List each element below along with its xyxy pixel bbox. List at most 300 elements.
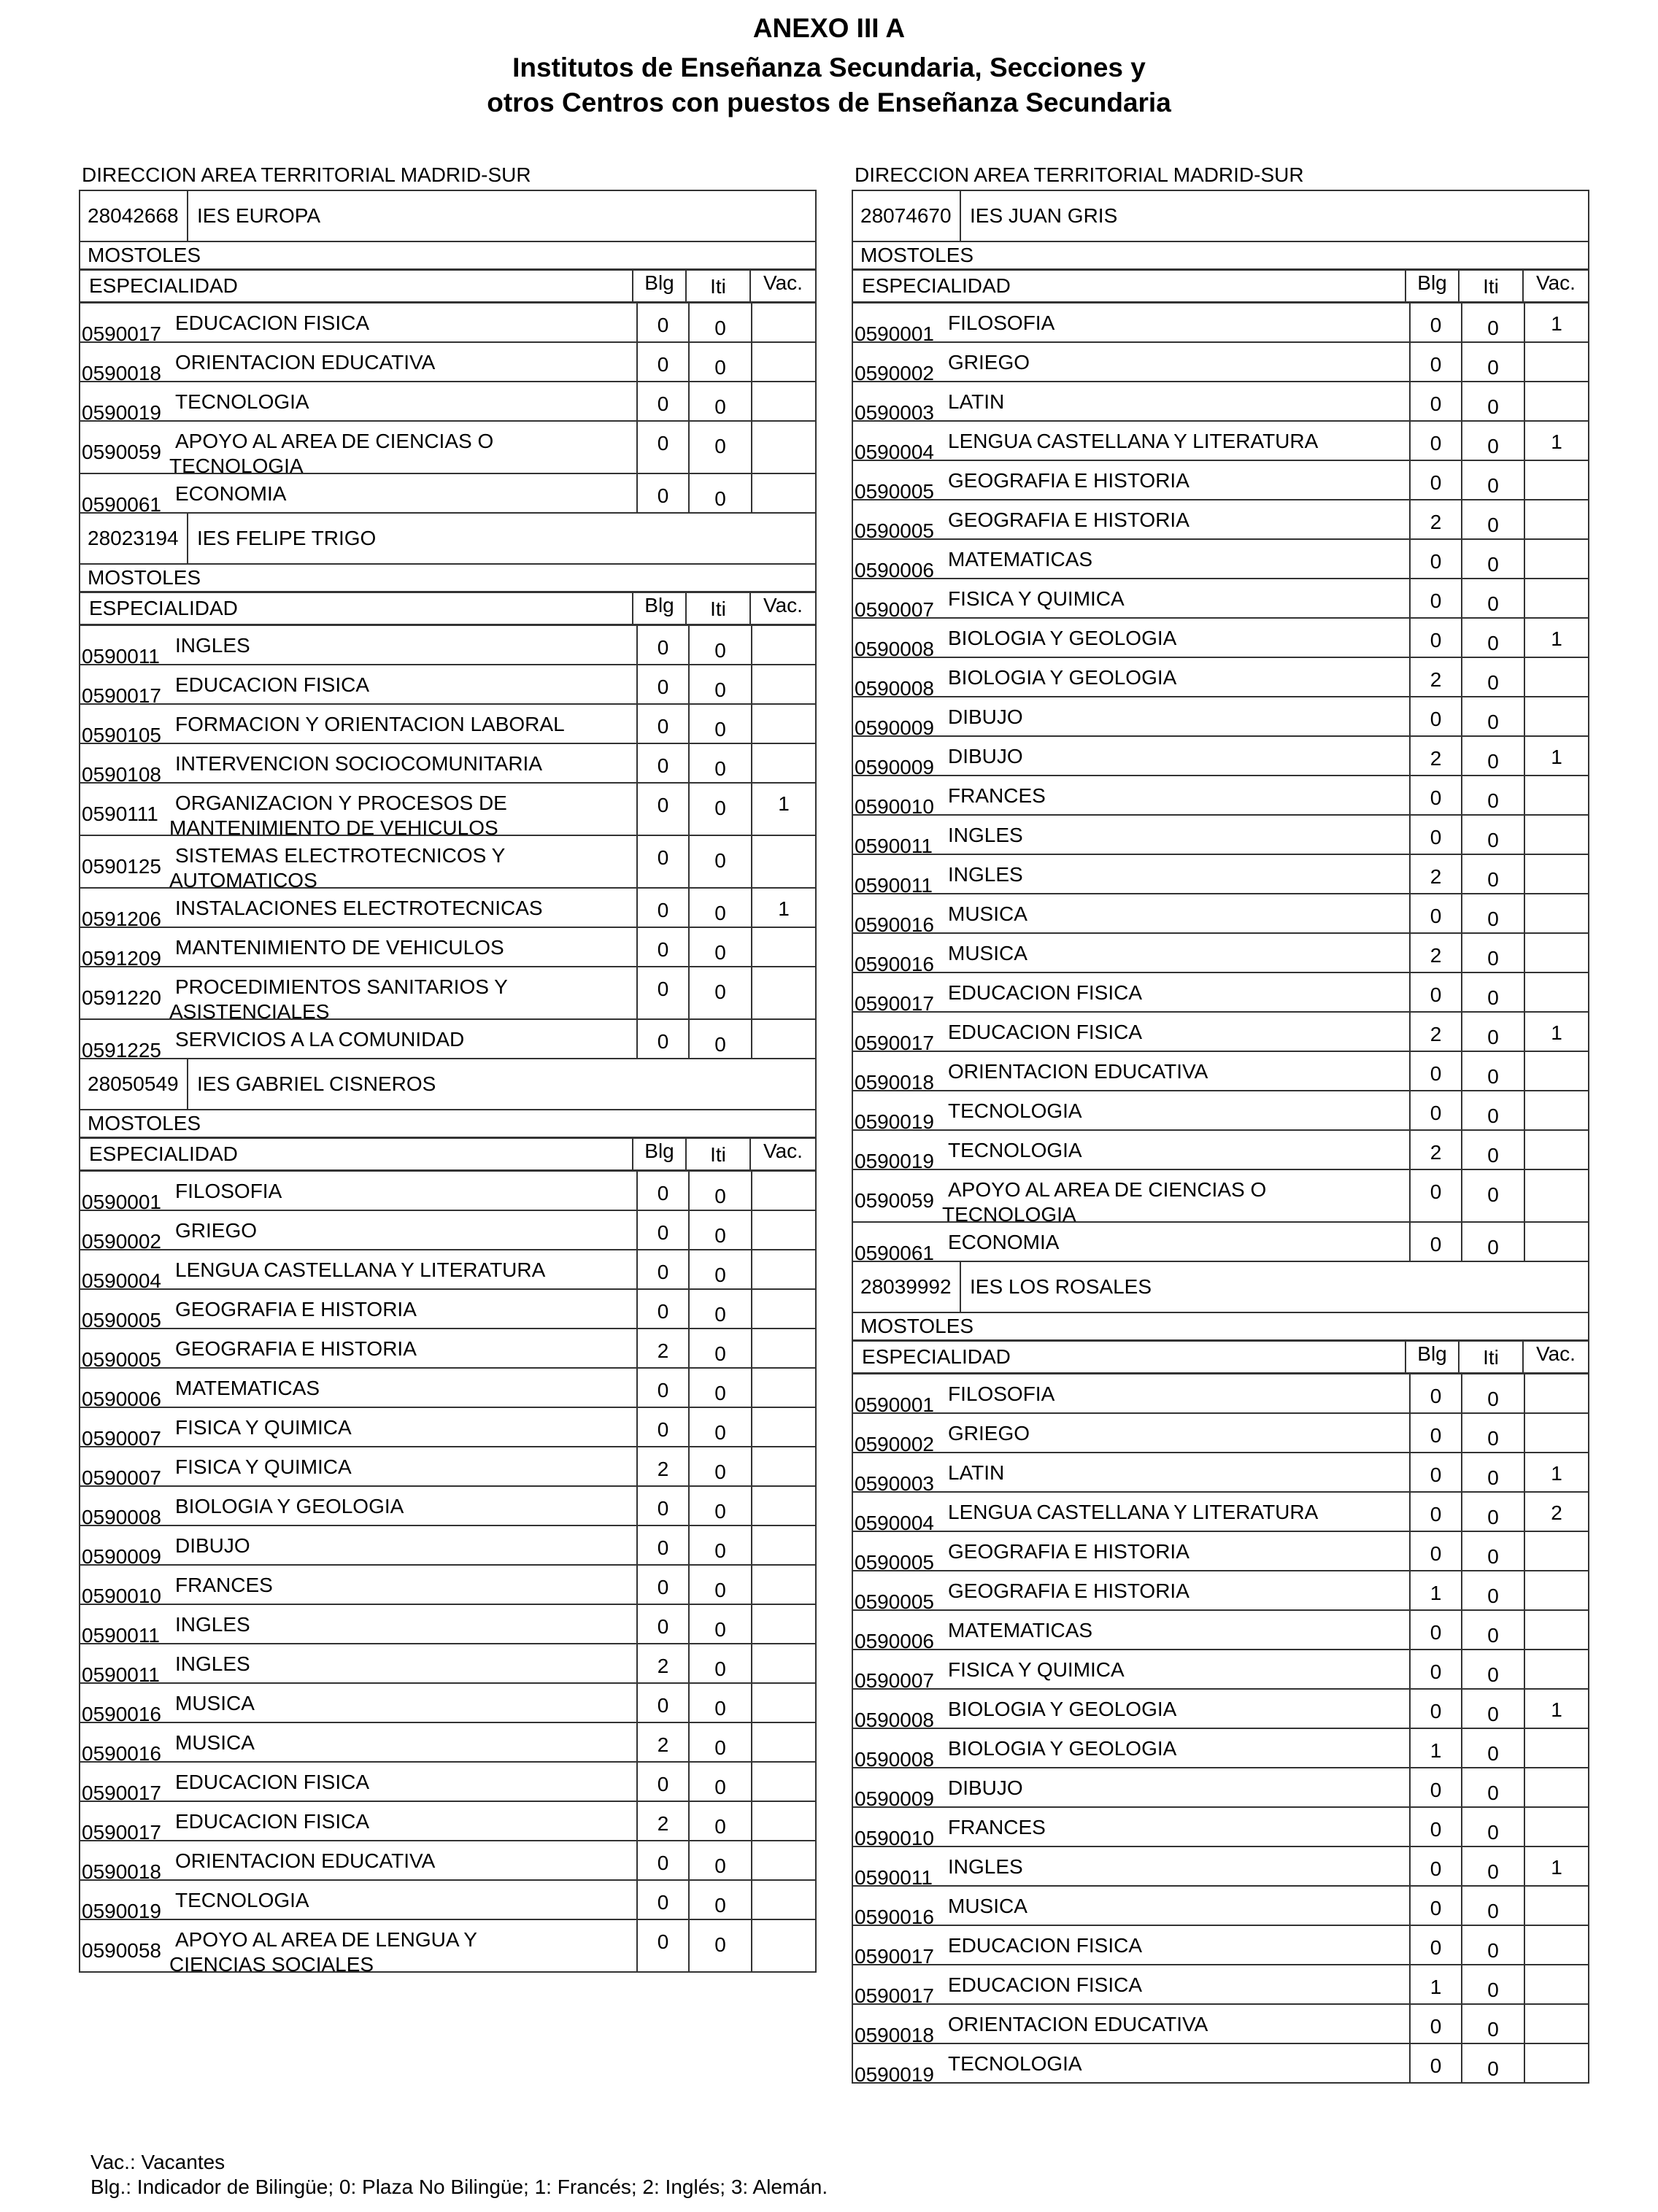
specialty-name-line: LATIN: [948, 1461, 1005, 1484]
footer-legend-bilingue: Blg.: Indicador de Bilingüe; 0: Plaza No Bilingüe; 1: Francés; 2: Inglés; 3: Alemán.: [90, 2176, 828, 2198]
table-row: [80, 1722, 815, 1765]
iti-value: 0: [1461, 1611, 1524, 1649]
specialty-name-line: TECNOLOGIA: [175, 390, 309, 413]
blg-value: 0: [636, 1841, 688, 1879]
iti-value: 0: [688, 1644, 751, 1682]
specialty-code: 0590061: [82, 493, 162, 516]
vac-value: [1524, 1414, 1588, 1452]
vac-value: [1524, 1571, 1588, 1609]
iti-value: 0: [688, 665, 751, 703]
specialty-name-line: FRANCES: [175, 1574, 273, 1596]
specialty-name: [948, 1382, 1054, 1407]
vac-value: [751, 1526, 815, 1564]
specialty-name-line: INGLES: [175, 1613, 250, 1636]
specialty-code: 0590017: [855, 1032, 935, 1054]
specialty-cell: [80, 836, 636, 892]
vac-value: [1524, 697, 1588, 735]
blg-value: 0: [636, 1881, 688, 1919]
specialty-name-line: MUSICA: [948, 942, 1027, 964]
specialty-name: [948, 981, 1142, 1005]
vac-value: [1524, 1887, 1588, 1925]
blg-value: 0: [1409, 1374, 1461, 1412]
blg-value: 0: [1409, 422, 1461, 460]
vac-value: 2: [1524, 1493, 1588, 1531]
specialty-name-line: BIOLOGIA Y GEOLOGIA: [175, 1495, 404, 1517]
center-city: MOSTOLES: [80, 241, 815, 268]
iti-value: 0: [1461, 658, 1524, 696]
iti-value: 0: [688, 1684, 751, 1722]
vac-value: [1524, 1808, 1588, 1846]
specialty-code: 0590004: [855, 1512, 935, 1534]
blg-value: 0: [636, 626, 688, 664]
header-vac: Vac.: [749, 1139, 815, 1169]
specialty-cell: [80, 1369, 636, 1410]
blg-value: 0: [1409, 1650, 1461, 1688]
specialty-name: [175, 896, 543, 921]
footer-legend-vacantes: Vac.: Vacantes: [90, 2151, 225, 2173]
specialty-name: [175, 633, 250, 658]
specialty-name-line: FILOSOFIA: [175, 1180, 282, 1202]
specialty-name: [175, 1770, 369, 1795]
table-row: [80, 1801, 815, 1844]
specialty-cell: [80, 1408, 636, 1450]
specialty-name-line: ORIENTACION EDUCATIVA: [175, 1849, 436, 1872]
blg-value: 0: [1409, 1532, 1461, 1570]
table-row: [853, 657, 1588, 700]
specialty-cell: [853, 1414, 1409, 1455]
header-especialidad: ESPECIALIDAD: [89, 1142, 238, 1165]
specialty-cell: [853, 2044, 1409, 2086]
iti-value: 0: [1461, 1493, 1524, 1531]
vac-value: [1524, 894, 1588, 932]
specialty-name: [169, 429, 493, 479]
specialty-name: [948, 1736, 1176, 1761]
specialty-name-line2: TECNOLOGIA: [942, 1203, 1076, 1226]
iti-value: 0: [688, 1250, 751, 1288]
specialty-name: [948, 390, 1004, 414]
specialty-cell: [853, 934, 1409, 975]
specialty-code: 0590007: [82, 1427, 162, 1450]
specialty-name-line: BIOLOGIA Y GEOLOGIA: [948, 1698, 1177, 1720]
blg-value: 2: [1409, 737, 1461, 775]
vac-value: [1524, 2005, 1588, 2043]
blg-value: 0: [636, 784, 688, 835]
specialty-cell: [853, 1808, 1409, 1849]
specialty-cell: [853, 343, 1409, 384]
specialty-name-line: DIBUJO: [948, 705, 1023, 728]
specialty-name-line: DIBUJO: [948, 745, 1023, 767]
vac-value: [751, 1644, 815, 1682]
blg-value: 0: [1409, 461, 1461, 499]
specialty-cell: [80, 889, 636, 930]
table-row: [80, 1172, 815, 1213]
header-blg: Blg: [1405, 1342, 1458, 1372]
table-row: [80, 341, 815, 384]
iti-value: 0: [1461, 1131, 1524, 1169]
specialty-name: [175, 1455, 352, 1480]
vac-value: [751, 744, 815, 782]
specialty-name: [175, 751, 542, 776]
specialty-cell: [80, 967, 636, 1023]
specialty-code: 0590018: [855, 1071, 935, 1094]
iti-value: 0: [688, 1487, 751, 1525]
header-blg: Blg: [632, 1139, 685, 1169]
specialty-name: [175, 1218, 257, 1243]
vac-value: [1524, 343, 1588, 381]
vac-value: [1524, 1650, 1588, 1688]
specialty-name: [948, 1776, 1023, 1801]
specialty-code: 0590011: [82, 1663, 160, 1686]
header-especialidad: ESPECIALIDAD: [89, 274, 238, 297]
table-row: [853, 1412, 1588, 1455]
specialty-name-line: MUSICA: [948, 1895, 1027, 1917]
specialty-name: [169, 1927, 477, 1977]
specialty-name-line: SERVICIOS A LA COMUNIDAD: [175, 1028, 465, 1051]
specialty-name: [175, 390, 309, 414]
table-row: [853, 1767, 1588, 1810]
specialty-code: 0590105: [82, 724, 162, 746]
table-row: [853, 893, 1588, 936]
specialty-name: [175, 1573, 273, 1598]
specialty-name-line: GEOGRAFIA E HISTORIA: [948, 1579, 1189, 1602]
vac-value: [751, 1369, 815, 1407]
specialty-code: 0590011: [855, 874, 933, 897]
specialty-cell: [80, 1290, 636, 1331]
iti-value: 0: [1461, 1374, 1524, 1412]
header-especialidad: ESPECIALIDAD: [89, 597, 238, 619]
blg-value: 0: [1409, 816, 1461, 854]
table-row: [853, 932, 1588, 975]
specialty-code: 0590004: [855, 441, 935, 463]
specialty-name: [948, 705, 1023, 730]
specialty-name-line: GEOGRAFIA E HISTORIA: [948, 1540, 1189, 1563]
iti-value: 0: [688, 422, 751, 473]
centers-table: [79, 190, 817, 1976]
iti-value: 0: [1461, 500, 1524, 538]
specialty-code: 0590011: [82, 645, 160, 668]
blg-value: 0: [1409, 776, 1461, 814]
specialty-name-line: GRIEGO: [948, 351, 1030, 374]
specialty-code: 0590006: [82, 1388, 162, 1410]
table-row: [853, 381, 1588, 424]
specialty-name-line: FORMACION Y ORIENTACION LABORAL: [175, 713, 565, 735]
blg-value: 0: [1409, 343, 1461, 381]
specialty-name-line: EDUCACION FISICA: [175, 1771, 370, 1793]
iti-value: 0: [688, 967, 751, 1018]
vac-value: [751, 382, 815, 420]
header-iti: Iti: [1458, 1342, 1522, 1372]
blg-value: 0: [636, 1020, 688, 1058]
table-row: [853, 2003, 1588, 2046]
table-header: [80, 591, 815, 626]
specialty-name: [948, 823, 1023, 848]
table-header: [853, 268, 1588, 303]
vac-value: [751, 1020, 815, 1058]
iti-value: 0: [1461, 2044, 1524, 2082]
blg-value: 0: [1409, 1690, 1461, 1728]
specialty-name-line: TECNOLOGIA: [948, 1099, 1082, 1122]
vac-value: [1524, 1926, 1588, 1964]
blg-value: 2: [636, 1644, 688, 1682]
blg-value: 0: [636, 474, 688, 512]
specialty-name-line: LENGUA CASTELLANA Y LITERATURA: [948, 430, 1319, 452]
specialty-name-line: FISICA Y QUIMICA: [948, 587, 1125, 610]
specialty-code: 0590001: [855, 322, 935, 345]
vac-value: [1524, 382, 1588, 420]
center-city: MOSTOLES: [80, 563, 815, 591]
table-row: [80, 835, 815, 892]
specialty-name: [175, 1415, 352, 1440]
specialty-code: 0590059: [82, 441, 162, 463]
iti-value: 0: [1461, 1887, 1524, 1925]
specialty-name-line: FISICA Y QUIMICA: [948, 1658, 1125, 1681]
blg-value: 0: [1409, 540, 1461, 578]
document-title-line1: Institutos de Enseñanza Secundaria, Secciones y: [512, 53, 1146, 82]
specialty-name: [948, 587, 1125, 611]
iti-value: 0: [1461, 697, 1524, 735]
specialty-name: [948, 1855, 1023, 1879]
specialty-name: [175, 311, 369, 336]
specialty-code: 0590108: [82, 763, 162, 786]
table-row: [853, 341, 1588, 384]
iti-value: 0: [1461, 1532, 1524, 1570]
vac-value: [751, 665, 815, 703]
iti-value: 0: [1461, 934, 1524, 972]
blg-value: 0: [636, 836, 688, 887]
specialty-name: [175, 673, 369, 697]
iti-value: 0: [688, 836, 751, 887]
vac-value: [751, 1723, 815, 1761]
iti-value: 0: [1461, 973, 1524, 1011]
specialty-name-line: APOYO AL AREA DE CIENCIAS O: [948, 1178, 1267, 1201]
vac-value: [1524, 579, 1588, 617]
specialty-code: 0590011: [82, 1624, 160, 1647]
table-row: [853, 735, 1588, 778]
table-row: [80, 887, 815, 930]
specialty-name: [948, 429, 1318, 454]
vac-value: [751, 343, 815, 381]
specialty-name: [175, 1888, 309, 1913]
specialty-name-line: INGLES: [175, 634, 250, 657]
vac-value: [751, 1408, 815, 1446]
iti-value: 0: [688, 1526, 751, 1564]
iti-value: 0: [1461, 1052, 1524, 1090]
vac-value: 1: [1524, 422, 1588, 460]
table-row: [853, 1925, 1588, 1968]
specialty-name-line: ECONOMIA: [175, 482, 287, 505]
table-row: [80, 1210, 815, 1253]
iti-value: 0: [1461, 737, 1524, 775]
blg-value: 0: [1409, 1887, 1461, 1925]
center-city: MOSTOLES: [853, 241, 1588, 268]
specialty-name-line: TECNOLOGIA: [948, 2052, 1082, 2075]
specialty-cell: [853, 1650, 1409, 1692]
specialty-name-line: EDUCACION FISICA: [175, 673, 370, 696]
specialty-name-line: MATEMATICAS: [948, 548, 1093, 571]
vac-value: 1: [1524, 303, 1588, 341]
specialty-code: 0590017: [82, 1782, 162, 1804]
blg-value: 0: [636, 1408, 688, 1446]
annex-title: ANEXO III A: [752, 13, 906, 43]
iti-value: 0: [688, 1920, 751, 1971]
vac-value: [1524, 973, 1588, 1011]
specialty-name: [948, 2012, 1208, 2037]
iti-value: 0: [688, 928, 751, 966]
specialty-cell: [80, 1211, 636, 1253]
blg-value: 2: [1409, 1131, 1461, 1169]
blg-value: 0: [1409, 619, 1461, 657]
table-row: [80, 1604, 815, 1647]
vac-value: [1524, 540, 1588, 578]
specialty-code: 0590001: [855, 1393, 935, 1416]
specialty-cell: [853, 2005, 1409, 2046]
specialty-code: 0591209: [82, 947, 162, 970]
iti-value: 0: [688, 1605, 751, 1643]
table-row: [853, 1728, 1588, 1771]
vac-value: [751, 303, 815, 341]
iti-value: 0: [1461, 816, 1524, 854]
specialty-cell: [80, 1605, 636, 1647]
specialty-name-line: EDUCACION FISICA: [175, 1810, 370, 1833]
specialty-code: 0590016: [82, 1703, 162, 1725]
center-code: 28050549: [80, 1059, 188, 1109]
table-row: [80, 1485, 815, 1528]
blg-value: 0: [1409, 1223, 1461, 1261]
specialty-code: 0590008: [855, 638, 935, 660]
specialty-name-line: GEOGRAFIA E HISTORIA: [175, 1298, 417, 1320]
specialty-name: [169, 975, 508, 1024]
specialty-code: 0591225: [82, 1039, 162, 1061]
iti-value: 0: [1461, 1729, 1524, 1767]
iti-value: 0: [688, 784, 751, 835]
specialty-name: [948, 1059, 1208, 1084]
center-name: IES LOS ROSALES: [970, 1275, 1152, 1298]
specialty-name: [175, 1179, 282, 1204]
table-header: [80, 1137, 815, 1172]
header-blg: Blg: [632, 271, 685, 301]
specialty-name: [948, 1894, 1027, 1919]
iti-value: 0: [1461, 1414, 1524, 1452]
blg-value: 0: [636, 1526, 688, 1564]
specialty-cell: [853, 1611, 1409, 1652]
iti-value: 0: [1461, 1926, 1524, 1964]
specialty-code: 0590058: [82, 1939, 162, 1962]
vac-value: [1524, 1223, 1588, 1261]
vac-value: [751, 1881, 815, 1919]
iti-value: 0: [688, 1172, 751, 1210]
specialty-cell: [80, 1566, 636, 1607]
specialty-name: [948, 1461, 1004, 1485]
iti-value: 0: [1461, 461, 1524, 499]
specialty-cell: [853, 461, 1409, 503]
specialty-name-line: APOYO AL AREA DE LENGUA Y: [175, 1928, 477, 1951]
iti-value: 0: [1461, 1091, 1524, 1129]
vac-value: [1524, 1729, 1588, 1767]
iti-value: 0: [1461, 1690, 1524, 1728]
center-code: 28039992: [853, 1262, 961, 1312]
specialty-name: [175, 1730, 255, 1755]
specialty-name-line: MANTENIMIENTO DE VEHICULOS: [175, 936, 504, 959]
specialty-code: 0590005: [855, 1551, 935, 1574]
specialty-code: 0590007: [855, 1669, 935, 1692]
specialty-name-line: MUSICA: [175, 1692, 255, 1714]
specialty-name-line: LENGUA CASTELLANA Y LITERATURA: [948, 1501, 1319, 1523]
specialty-name-line: FILOSOFIA: [948, 1382, 1055, 1405]
document-title-line2: otros Centros con puestos de Enseñanza Secundaria: [487, 88, 1171, 117]
header-vac: Vac.: [749, 593, 815, 624]
header-vac: Vac.: [1522, 1342, 1588, 1372]
center-header: [853, 190, 1588, 241]
header-iti: Iti: [685, 271, 749, 301]
specialty-cell: [853, 1131, 1409, 1172]
specialty-cell: [853, 500, 1409, 542]
iti-value: 0: [688, 1211, 751, 1249]
blg-value: 0: [1409, 973, 1461, 1011]
specialty-cell: [853, 776, 1409, 818]
vac-value: [751, 422, 815, 473]
vac-value: [1524, 1131, 1588, 1169]
specialty-name: [948, 862, 1023, 887]
specialty-cell: [80, 928, 636, 970]
table-row: [853, 1051, 1588, 1094]
vac-value: 1: [751, 889, 815, 927]
vac-value: [1524, 934, 1588, 972]
specialty-name: [948, 508, 1189, 533]
specialty-name-line2: ASISTENCIALES: [169, 1000, 330, 1023]
vac-value: [751, 1290, 815, 1328]
specialty-name-line: GRIEGO: [948, 1422, 1030, 1445]
iti-value: 0: [1461, 1650, 1524, 1688]
specialty-name-line: FRANCES: [948, 784, 1046, 807]
specialty-cell: [853, 540, 1409, 581]
iti-value: 0: [1461, 343, 1524, 381]
table-row: [853, 1846, 1588, 1889]
specialty-code: 0590017: [82, 1821, 162, 1844]
specialty-name: [948, 1020, 1142, 1045]
iti-value: 0: [1461, 382, 1524, 420]
blg-value: 0: [1409, 1091, 1461, 1129]
specialty-name-line: INGLES: [175, 1652, 250, 1675]
iti-value: 0: [1461, 303, 1524, 341]
specialty-name-line: BIOLOGIA Y GEOLOGIA: [948, 1737, 1177, 1760]
specialty-cell: [80, 303, 636, 345]
specialty-name-line: MATEMATICAS: [175, 1377, 320, 1399]
blg-value: 0: [1409, 1847, 1461, 1885]
blg-value: 2: [636, 1447, 688, 1485]
specialty-code: 0590019: [855, 1110, 935, 1133]
iti-value: 0: [688, 1290, 751, 1328]
blg-value: 1: [1409, 1729, 1461, 1767]
specialty-name-line: MUSICA: [948, 902, 1027, 925]
blg-value: 0: [636, 967, 688, 1018]
iti-value: 0: [1461, 1768, 1524, 1806]
specialty-name-line: BIOLOGIA Y GEOLOGIA: [948, 627, 1177, 649]
header-iti: Iti: [685, 1139, 749, 1169]
table-row: [853, 1531, 1588, 1574]
blg-value: 0: [636, 889, 688, 927]
table-row: [80, 1643, 815, 1686]
iti-value: 0: [1461, 540, 1524, 578]
iti-value: 0: [1461, 422, 1524, 460]
blg-value: 2: [1409, 658, 1461, 696]
table-row: [80, 1879, 815, 1922]
blg-value: 2: [636, 1329, 688, 1367]
blg-value: 0: [1409, 579, 1461, 617]
specialty-name-line: GEOGRAFIA E HISTORIA: [948, 508, 1189, 531]
specialty-code: 0590003: [855, 401, 935, 424]
iti-value: 0: [688, 1369, 751, 1407]
table-row: [853, 1011, 1588, 1054]
